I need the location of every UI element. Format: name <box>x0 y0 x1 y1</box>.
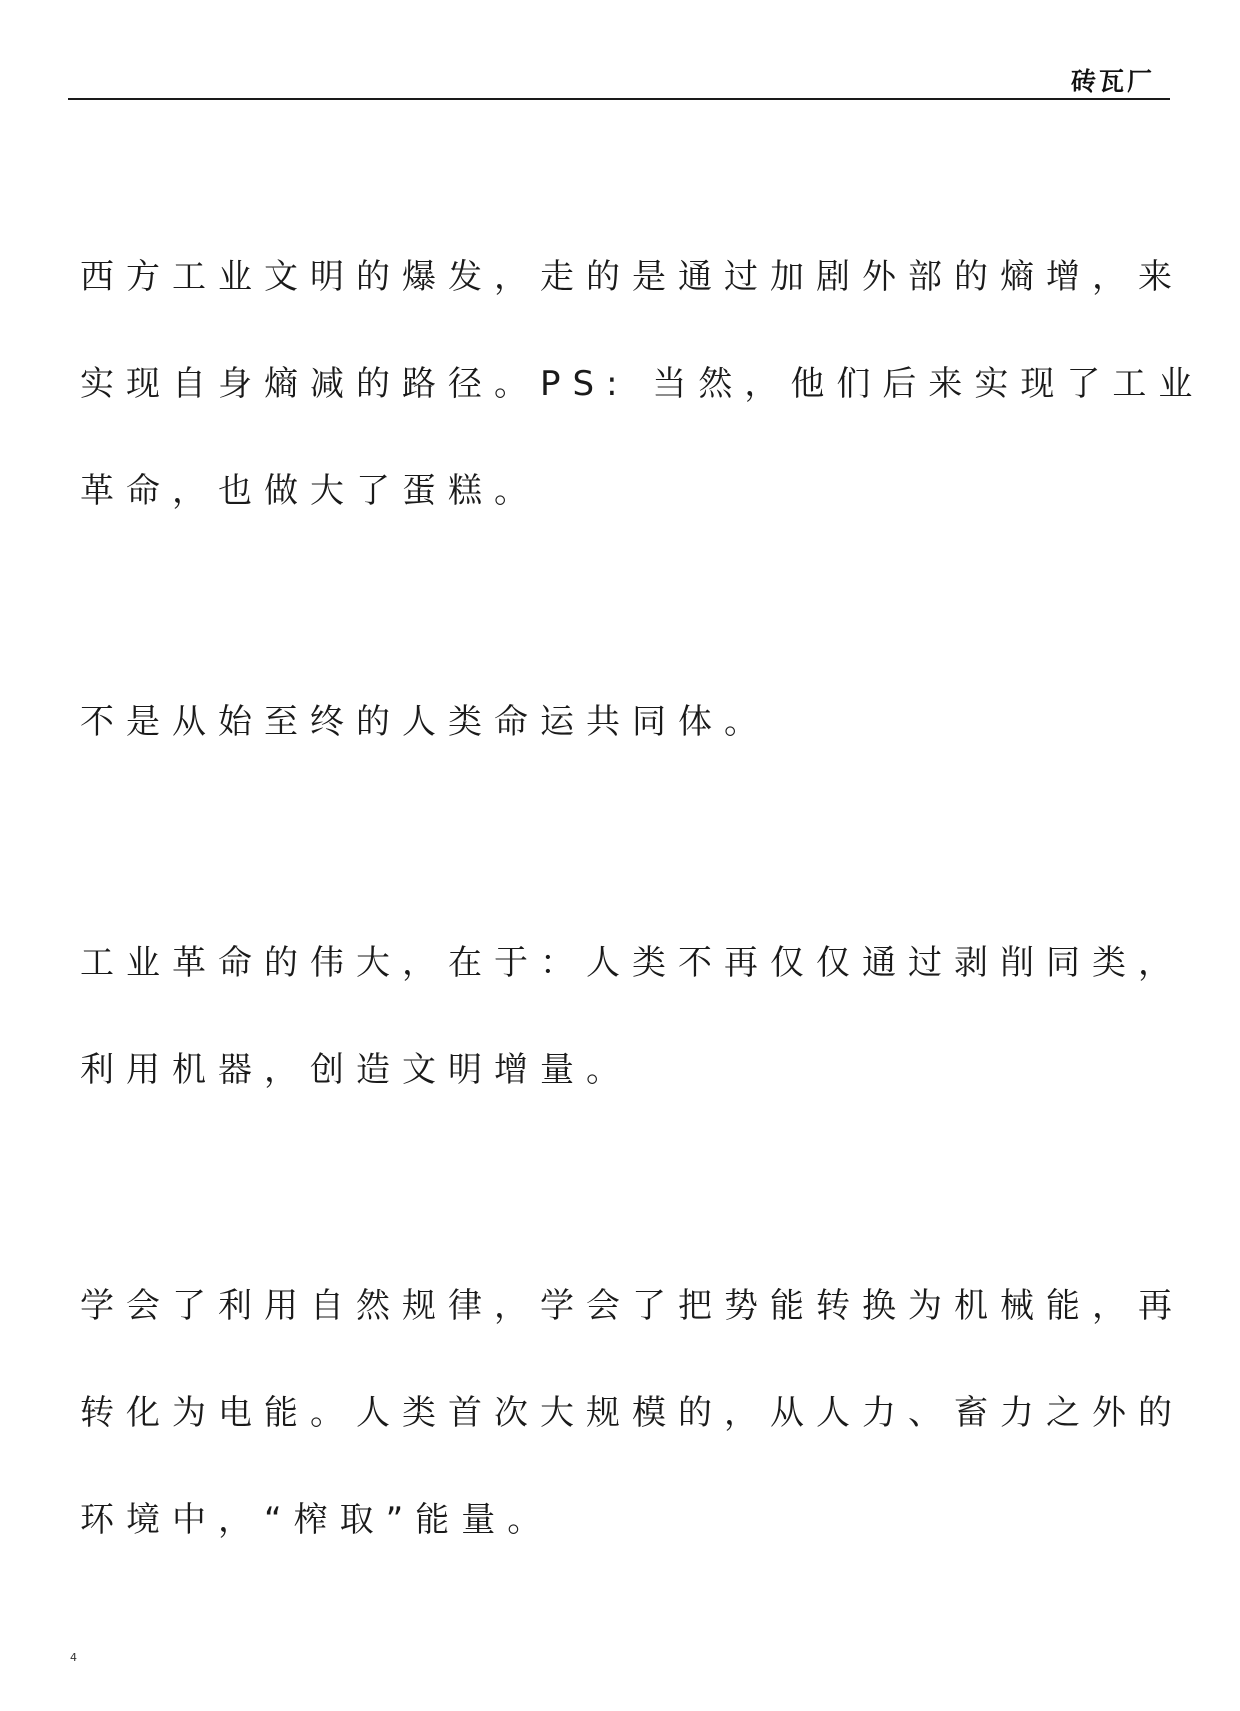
paragraph-2 <box>80 669 1170 776</box>
text-line: 转化为电能。人类首次大规模的，从人力、畜力之外的 <box>80 1393 1184 1433</box>
paragraph-1 <box>80 224 1205 545</box>
paragraph-4 <box>80 1253 1184 1574</box>
text-line: 工业革命的伟大，在于：人类不再仅仅通过剥削同类， <box>80 943 1184 983</box>
text-line: 环境中，“榨取”能量。 <box>80 1500 554 1540</box>
paragraph-3 <box>80 910 1184 1124</box>
text-line: 西方工业文明的爆发，走的是通过加剧外部的熵增，来 <box>80 257 1184 297</box>
text-line: 利用机器，创造文明增量。 <box>80 1050 632 1090</box>
text-line: 革命，也做大了蛋糕。 <box>80 471 540 511</box>
header-divider <box>68 98 1170 100</box>
page-number: 4 <box>70 1651 77 1664</box>
text-line: 不是从始至终的人类命运共同体。 <box>80 702 770 742</box>
page-header-title: 砖瓦厂 <box>1070 67 1155 96</box>
text-line: 实现自身熵减的路径。PS: 当然，他们后来实现了工业 <box>80 364 1205 404</box>
text-line: 学会了利用自然规律，学会了把势能转换为机械能，再 <box>80 1286 1184 1326</box>
